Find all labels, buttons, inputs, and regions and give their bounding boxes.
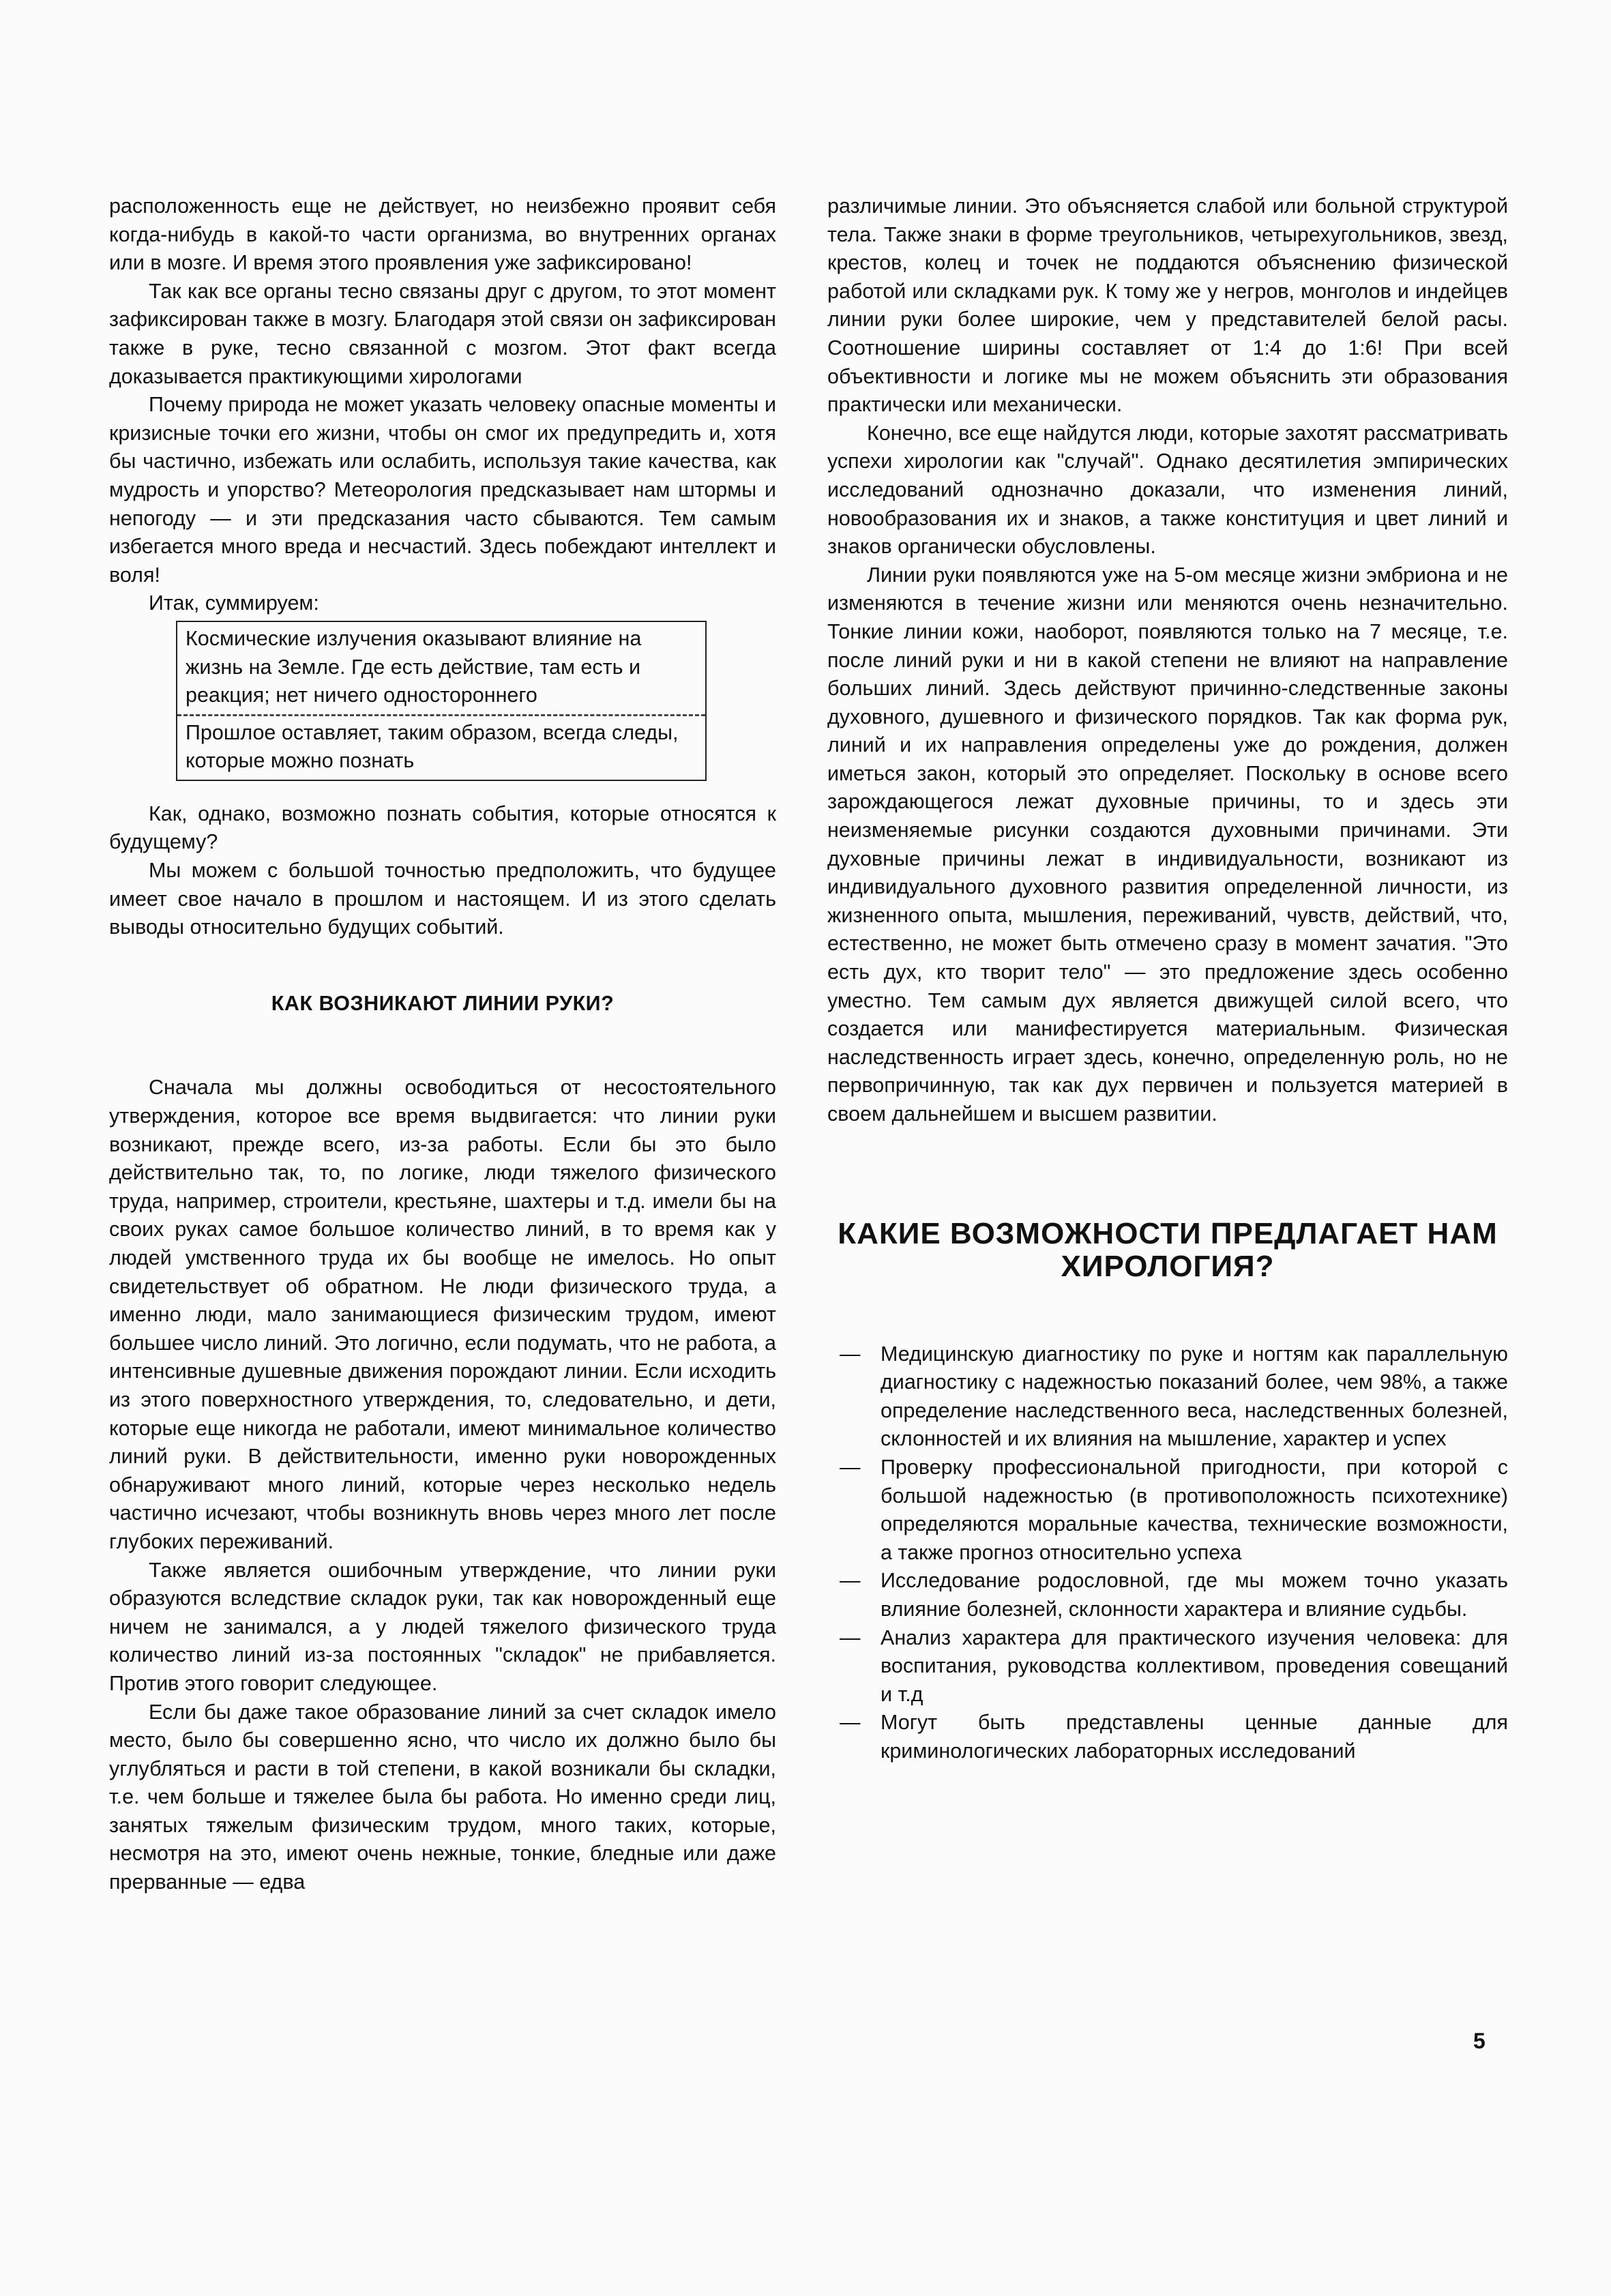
right-column: [827, 192, 1508, 1766]
list-item: — Медицинскую диагностику по руке и ногтям как параллельную диагностику с надежностью показаний более, чем 98%, а также определение наследственного веса, наследственных болезней, склонностей и их влияния на мышление, характер и успех: [827, 1340, 1508, 1454]
list-item: — Анализ характера для практического изучения человека: для воспитания, руководства коллективом, проведения совещаний и т.д: [827, 1624, 1508, 1709]
paragraph: Если бы даже такое образование линий за счет складок имело место, было бы совершенно ясно, что число их должно было бы углубляться и расти в той степени, в какой возникали бы складки, т.е. чем больше и тяжелее была бы работа. Но именно среди лиц, занятых тяжелым физическим трудом, много таких, которые, несмотря на это, имеют очень нежные, тонкие, бледные или даже прерванные — едва: [109, 1700, 776, 1894]
paragraph: Почему природа не может указать человеку опасные моменты и кризисные точки его жизни, чтобы он смог их предупредить и, хотя бы частично, избежать или ослабить, используя такие качества, как мудрость и упорство? Метеорология предсказывает нам штормы и непогоду — и эти предсказания часто сбываются. Тем самым избегается много вреда и несчастий. Здесь побеждают интеллект и воля!: [109, 393, 776, 587]
section-heading-chirology-possibilities: КАКИЕ ВОЗМОЖНОСТИ ПРЕДЛАГАЕТ НАМ ХИРОЛОГИЯ?: [838, 1216, 1498, 1283]
left-column: [109, 192, 776, 1897]
summary-box-statement-1: Космические излучения оказывают влияние на жизнь на Земле. Где есть действие, там есть и реакция; нет ничего одностороннего: [177, 621, 705, 714]
section-heading-how-lines-arise: КАК ВОЗНИКАЮТ ЛИНИИ РУКИ?: [271, 991, 615, 1015]
list-item: — Проверку профессиональной пригодности, при которой с большой надежностью (в противоположность психотехнике) определяются моральные качества, технические возможности, а также прогноз относительно успеха: [827, 1454, 1508, 1567]
paragraph: различимые линии. Это объясняется слабой или больной структурой тела. Также знаки в форме треугольников, четырехугольников, звезд, крестов, колец и точек не поддаются объяснению физической работой или складками рук. К тому же у негров, монголов и индейцев линии руки более широкие, чем у представителей белой расы. Соотношение ширины составляет от 1:4 до 1:6! При всей объективности и логике мы не можем объяснить эти образования практически или механически.: [827, 194, 1508, 417]
paragraph: Как, однако, возможно познать события, которые относятся к будущему?: [109, 801, 776, 854]
paragraph: Мы можем с большой точностью предположить, что будущее имеет свое начало в прошлом и настоящем. И из этого сделать выводы относительно будущих событий.: [109, 859, 776, 939]
page-number: 5: [1473, 2029, 1486, 2053]
summary-box: [176, 621, 707, 781]
possibilities-list: [827, 1340, 1508, 1766]
paragraph: Также является ошибочным утверждение, что линии руки образуются вследствие складок руки, так как новорожденный еще ничем не занимался, а у людей тяжелого физического труда количество линий из-за постоянных "складок" не прибавляется. Против этого говорит следующее.: [109, 1558, 776, 1695]
list-item: — Исследование родословной, где мы можем точно указать влияние болезней, склонности характера и влияние судьбы.: [827, 1567, 1508, 1623]
list-item: — Могут быть представлены ценные данные для криминологических лабораторных исследований: [827, 1709, 1508, 1765]
paragraph: Так как все органы тесно связаны друг с другом, то этот момент зафиксирован также в мозгу. Благодаря этой связи он зафиксирован также в руке, тесно связанной с мозгом. Этот факт всегда доказывается практикующими хирологами: [109, 279, 776, 388]
paragraph: расположенность еще не действует, но неизбежно проявит себя когда-нибудь в какой-то части организма, во внутренних органах или в мозге. И время этого проявления уже зафиксировано!: [109, 194, 776, 275]
paragraph: Линии руки появляются уже на 5-ом месяце жизни эмбриона и не изменяются в течение жизни или меняются очень незначительно. Тонкие линии кожи, наоборот, появляются только на 7 месяце, т.е. после линий руки и ни в какой степени не влияют на направление больших линий. Здесь действуют причинно-следственные законы духовного, душевного и физического порядков. Так как форма рук, линий и их направления определены уже до рождения, должен иметься закон, который это определяет. Поскольку в основе всего зарождающегося лежат духовные причины, то и здесь эти неизменяемые рисунки создаются духовными причинами. Эти духовные причины лежат в индивидуальности, возникают из индивидуального духовного развития определенной личности, из жизненного опыта, мышления, переживаний, чувств, действий, что, естественно, не может быть отмечено сразу в момент зачатия. "Это есть дух, кто творит тело" — это предложение здесь особенно уместно. Тем самым дух является движущей силой всего, что создается или манифестируется материальным. Физическая наследственность играет здесь, конечно, определенную роль, но не первопричинную, так как дух первичен и пользуется материей в своем дальнейшем и высшем развитии.: [827, 563, 1508, 1125]
paragraph: Сначала мы должны освободиться от несостоятельного утверждения, которое все время выдвигается: что линии руки возникают, прежде всего, из-за работы. Если бы это было действительно так, то, по логике, люди тяжелого физического труда, например, строители, крестьяне, шахтеры и т.д. имели бы на своих руках самое большое количество линий, в то время как у людей умственного труда их бы вообще не имелось. Но опыт свидетельствует об обратном. Не люди физического труда, а именно люди, мало занимающиеся физическим трудом, имеют большее число линий. Это логично, если подумать, что не работа, а интенсивные душевные движения порождают линии. Если исходить из этого поверхностного утверждения, то, следовательно, и дети, которые еще никогда не работали, имеют минимальное количество линий руки. В действительности, именно руки новорожденных обнаруживают много линий, которые через несколько недель частично исчезают, чтобы возникнуть вновь через много лет после глубоких переживаний.: [109, 1076, 776, 1553]
summary-box-statement-2: Прошлое оставляет, таким образом, всегда следы, которые можно познать: [177, 714, 705, 780]
summary-lead: Итак, суммируем:: [149, 591, 319, 615]
paragraph: Конечно, все еще найдутся люди, которые захотят рассматривать успехи хирологии как "случай". Однако десятилетия эмпирических исследований однозначно доказали, что изменения линий, новообразования их и знаков, а также конституция и цвет линий и знаков органически обусловлены.: [827, 421, 1508, 559]
